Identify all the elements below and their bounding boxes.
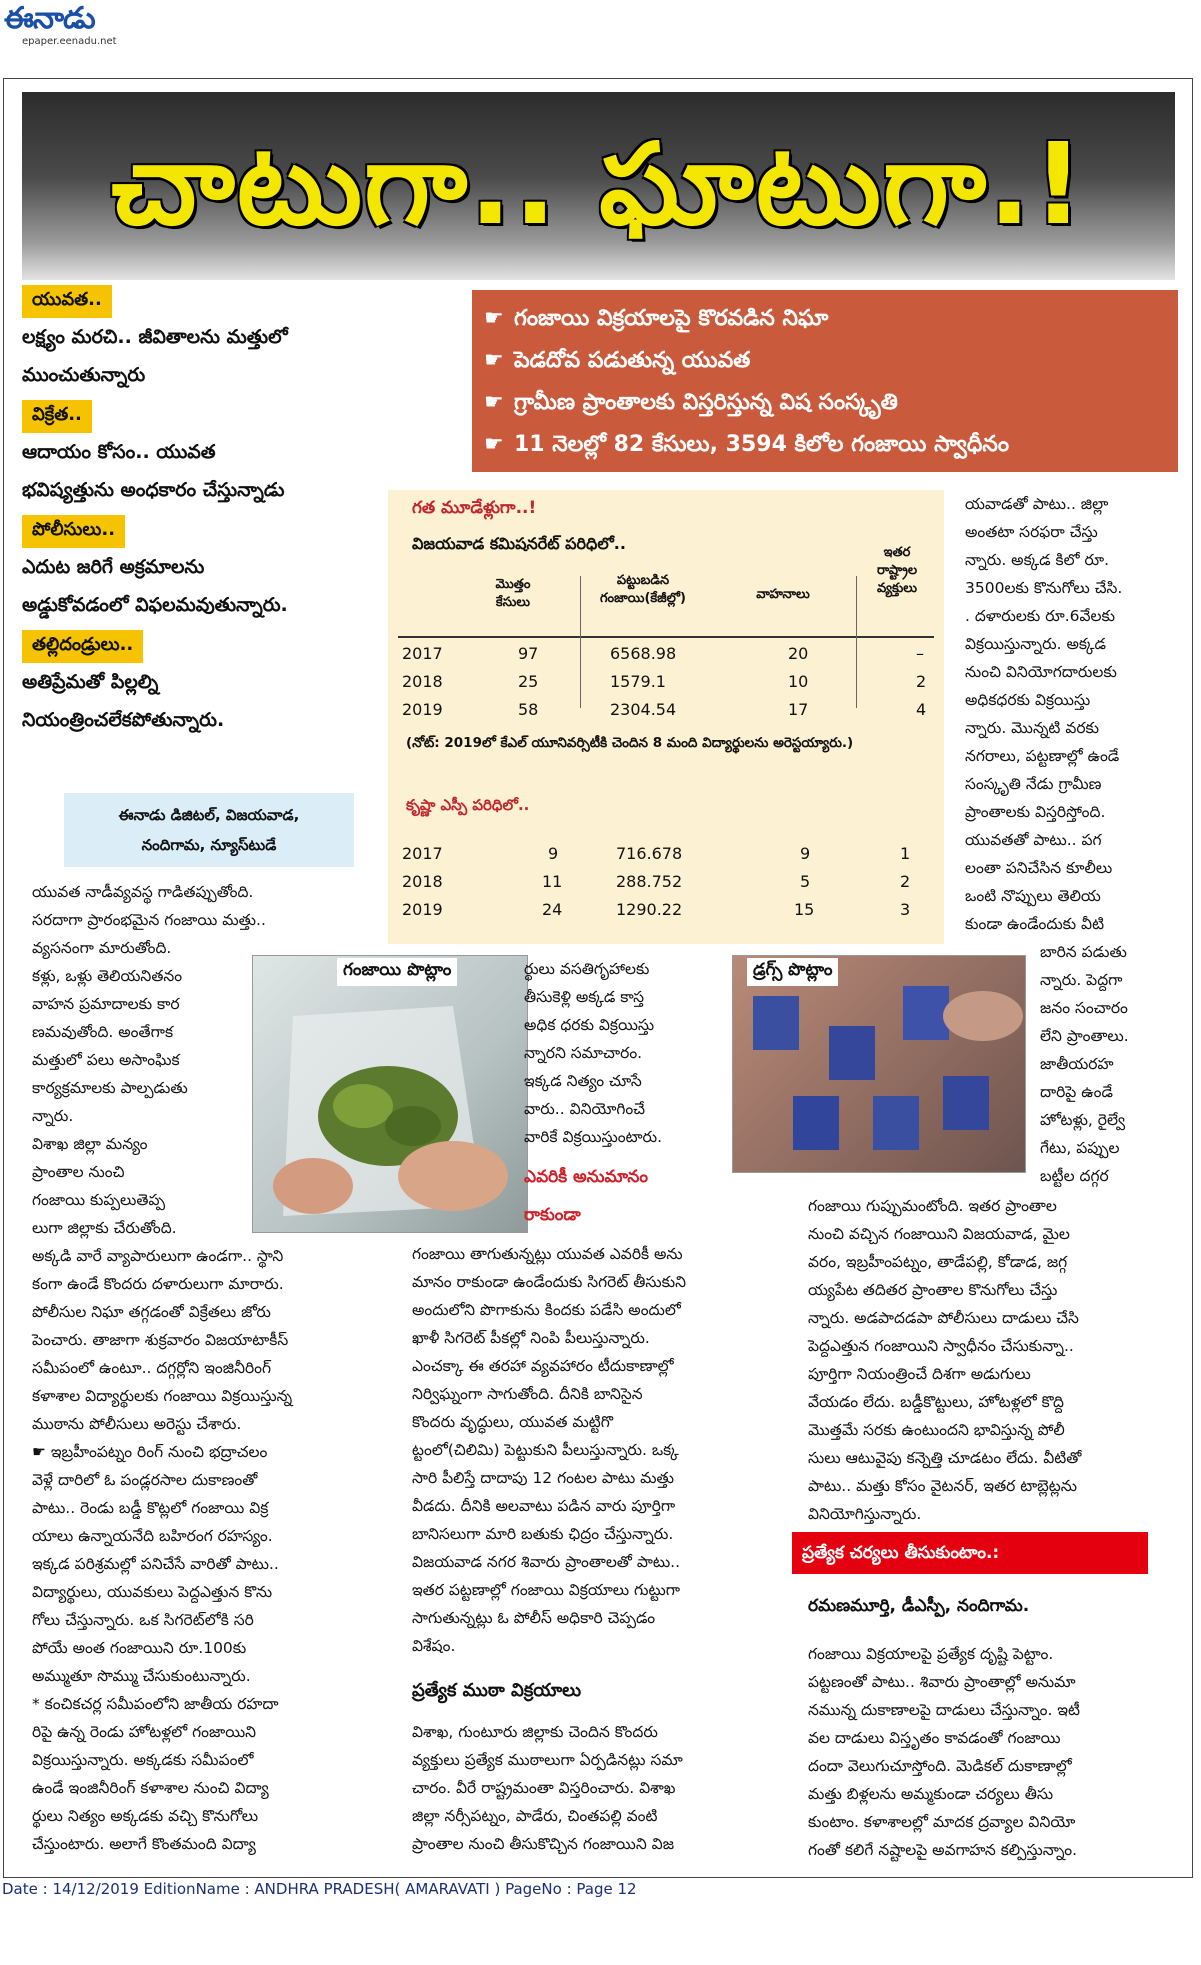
text-line: గంజాయి విక్రయాలపై ప్రత్యేక దృష్టి పెట్టాం. <box>808 1645 1054 1663</box>
text-line: వ్యసనంగా మారుతోంది. <box>32 939 172 957</box>
byline-line: నందిగామ, న్యూస్‌టుడే <box>141 836 277 854</box>
text-line: గంజాయి తాగుతున్నట్లు యువత ఎవరికీ అను <box>412 1245 683 1263</box>
text-line: న్నారు. అడపాదడపా పోలీసులు దాడులు చేసి <box>808 1309 1079 1327</box>
text-line: . దళారులకు రూ.6వేలకు <box>965 607 1115 625</box>
table-subtitle: విజయవాడ కమిషనరేట్ పరిధిలో.. <box>412 534 626 553</box>
highlight-item: ☛ 11 నెలల్లో 82 కేసులు, 3594 కిలోల గంజాయి స్వాధీనం <box>484 424 1166 466</box>
text-line: వల దాడులు విస్తృతం కావడంతో గంజాయి <box>808 1729 1061 1747</box>
eenadu-logo[interactable] <box>4 2 134 48</box>
col-header-seized: పట్టుబడిన గంజాయి(కేజీల్లో) <box>599 573 687 606</box>
table-title: గత మూడేళ్లుగా..! <box>412 498 537 518</box>
text-line: యవాడతో పాటు.. జిల్లా <box>965 495 1109 513</box>
text-line: వాహన ప్రమాదాలకు కార <box>32 995 180 1013</box>
text-line: ప్రాంతాలకు విస్తరిస్తోంది. <box>965 803 1106 821</box>
text-line: లంతా పనిచేసిన కూలీలు <box>965 859 1113 877</box>
text-line: ఎంచక్కా ఈ తరహా వ్యవహారం టీదుకాణాల్లో <box>412 1357 674 1375</box>
header-rule <box>398 636 934 638</box>
pointing-hand-icon: ☛ <box>484 348 504 373</box>
text-line: యాలు ఉన్నాయనేది బహిరంగ రహస్యం. <box>32 1527 273 1545</box>
text-line: నమున్న దుకాణాలపై దాడులు చేస్తున్నాం. ఇటీ <box>808 1701 1080 1719</box>
section-text: ఎదుట జరిగే అక్రమాలను అడ్డుకోవడంలో విఫలమవుతున్నారు. <box>22 556 288 616</box>
text-line: గోలు చేస్తున్నారు. ఒక సిగరెట్‌లోకి సరి <box>32 1611 254 1629</box>
text-line: లేని ప్రాంతాలు. <box>1040 1027 1129 1045</box>
text-line: గంతో కలిగే నష్టాలపై అవగాహన కల్పిస్తున్నాం. <box>808 1841 1078 1859</box>
section-parents <box>22 630 367 739</box>
text-line: జాతీయరహ <box>1040 1055 1114 1073</box>
text-line: న్నారని సమాచారం. <box>524 1044 643 1062</box>
text-line: సాగుతున్నట్లు ఓ పోలీస్ అధికారి చెప్పడం <box>412 1609 656 1627</box>
text-line: విద్యార్థులు, యువకులు పెద్దఎత్తున కొను <box>32 1583 273 1601</box>
text-line: విశాఖ జిల్లా మన్యం <box>32 1135 148 1153</box>
text-line: యువత నాడీవ్యవస్థ గాడితప్పుతోంది. <box>32 883 254 901</box>
text-line: ముఠాను పోలీసులు అరెస్టు చేశారు. <box>32 1415 242 1433</box>
text-line: ఇక్కడ పరిశ్రమల్లో పనిచేసే వారితో పాటు.. <box>32 1555 279 1573</box>
text-line: వరం, ఇబ్రహీంపట్నం, తాడేపల్లి, కోడాడ, జగ్గ <box>808 1253 1068 1271</box>
article-column-1 <box>32 878 380 1858</box>
text-line: నుంచి వచ్చిన గంజాయిని విజయవాడ, మైల <box>808 1225 1070 1243</box>
section-text: అతిప్రేమతో పిల్లల్ని నియంత్రించలేకపోతున్నారు. <box>22 671 225 731</box>
text-line: గంజాయి గుప్పుమంటోంది. ఇతర ప్రాంతాల <box>808 1197 1057 1215</box>
pointing-hand-icon: ☛ <box>484 432 504 457</box>
pointing-hand-icon: ☛ <box>484 390 504 415</box>
text-line: కంగా ఉండే కొందరు దళారులుగా మారారు. <box>32 1275 284 1293</box>
text-line: కార్యక్రమాలకు పాల్పడుతు <box>32 1079 188 1097</box>
text-line: వేయడం లేదు. బడ్డీకొట్టులు, హోటళ్లలో కొద్ది <box>808 1393 1064 1411</box>
text-line: పాటు.. రెండు బడ్డీ కొట్లలో గంజాయి విక్ర <box>32 1499 269 1517</box>
text-line: విక్రయిస్తున్నారు. అక్కడకు సమీపంలో <box>32 1751 254 1769</box>
text-line: గేటు, పప్పుల <box>1040 1139 1120 1157</box>
text-line: పెద్దఎత్తున గంజాయిని స్వాధీనం చేసుకున్నా.. <box>808 1337 1074 1355</box>
text-line: ఒంటి నొప్పులు తెలియ <box>965 887 1101 905</box>
text-line: న్నారు. అక్కడ కిలో రూ. <box>965 551 1110 569</box>
section-youth <box>22 285 367 394</box>
text-line: విజయవాడ నగర శివారు ప్రాంతాలతో పాటు.. <box>412 1553 681 1571</box>
text-line: మానం రాకుండా ఉండేందుకు సిగరెట్ తీసుకుని <box>412 1273 686 1291</box>
dsp-name: రమణమూర్తి, డీఎస్పీ, నందిగామ. <box>808 1596 1030 1616</box>
col-header-cases: మొత్తం కేసులు <box>495 577 531 610</box>
text-line: అంతటా సరఫరా చేస్తు <box>965 523 1098 541</box>
table-subtitle-krishna: కృష్ణా ఎస్పీ పరిధిలో.. <box>406 796 530 814</box>
text-line: విశేషం. <box>412 1637 456 1655</box>
text-line: కుంటాం. కళాశాలల్లో మాదక ద్రవ్యాల వినియో <box>808 1813 1076 1831</box>
highlight-item: ☛ గ్రామీణ ప్రాంతాలకు విస్తరిస్తున్న విష సంస్కృతి <box>484 382 1166 424</box>
subheading: రాకుండా <box>524 1205 581 1225</box>
section-text: లక్ష్యం మరచి.. జీవితాలను మత్తులో ముంచుతున్నారు <box>22 326 288 386</box>
text-line: విశాఖ, గుంటూరు జిల్లాకు చెందిన కొందరు <box>412 1723 658 1741</box>
col-header-other-states: ఇతర రాష్ట్రాల వ్యక్తులు <box>876 545 918 596</box>
section-label: తల్లిదండ్రులు.. <box>22 630 143 663</box>
text-line: * కంచికచర్ల సమీపంలోని జాతీయ రహదా <box>32 1695 279 1713</box>
dsp-quote-heading: ప్రత్యేక చర్యలు తీసుకుంటాం.: <box>792 1532 1148 1574</box>
logo-url: epaper.eenadu.net <box>22 36 117 47</box>
text-line: య్యపేట తదితర ప్రాంతాల కొనుగోలు చేస్తు <box>808 1281 1058 1299</box>
byline-box <box>64 793 354 867</box>
article-column-2-top <box>524 955 724 1233</box>
text-line: నిర్విఘ్నంగా సాగుతోంది. దీనికి బానిసైన <box>412 1385 643 1403</box>
text-line: అధికధరకు విక్రయిస్తు <box>965 691 1091 709</box>
text-line: ర్థులు వసతిగృహాలకు <box>524 960 650 978</box>
text-line: మొత్తమే సరకు ఉంటుందని భావిస్తున్న పోలీ <box>808 1421 1065 1439</box>
text-line: వారికే విక్రయిస్తుంటారు. <box>524 1128 663 1146</box>
text-line: వారు.. వినియోగించే <box>524 1100 646 1118</box>
text-line: అమ్ముతూ సొమ్ము చేసుకుంటున్నారు. <box>32 1667 251 1685</box>
text-line: పూర్తిగా నియంత్రించే దిశగా అడుగులు <box>808 1365 1031 1383</box>
article-column-3 <box>808 1192 1180 1528</box>
text-line: హోటళ్లు, రైల్వే <box>1040 1111 1126 1129</box>
article-column-2 <box>412 1240 772 1858</box>
text-line: ణమవుతోంది. అంతేగాక <box>32 1023 174 1041</box>
text-line: సారి పీలిస్తే దాదాపు 12 గంటల పాటు మత్తు <box>412 1469 674 1487</box>
text-line: బట్టీల దగ్గర <box>1040 1167 1109 1185</box>
col-header-vehicles: వాహనాలు <box>756 587 810 602</box>
left-sections <box>22 285 367 739</box>
text-line: ☛ ఇబ్రహీంపట్నం రింగ్ నుంచి భద్రాచలం <box>32 1443 268 1461</box>
section-seller <box>22 400 367 509</box>
subheading: ప్రత్యేక ముఠా విక్రయాలు <box>412 1680 582 1701</box>
text-line: పోలీసుల నిఘా తగ్గడంతో విక్రేతలు జోరు <box>32 1303 271 1321</box>
pointing-hand-icon: ☛ <box>484 306 504 331</box>
text-line: విక్రయిస్తున్నారు. అక్కడ <box>965 635 1106 653</box>
text-line: పోయే అంత గంజాయిని రూ.100కు <box>32 1639 247 1657</box>
text-line: ఖాళీ సిగరెట్ పీకల్లో నింపి పీలుస్తున్నారు. <box>412 1329 650 1347</box>
text-line: ట్టంలో(చిలిమి) పెట్టుకుని పీలుస్తున్నారు. ఒక్క <box>412 1441 679 1459</box>
text-line: తీసుకెళ్లి అక్కడ కాస్త <box>524 988 645 1006</box>
section-label: పోలీసులు.. <box>22 515 125 548</box>
text-line: నుంచి వినియోగదారులకు <box>965 663 1117 681</box>
text-line: ప్రాంతాల నుంచి తీసుకొచ్చిన గంజాయిని విజ <box>412 1835 675 1853</box>
section-police <box>22 515 367 624</box>
text-line: లుగా జిల్లాకు చేరుతోంది. <box>32 1219 177 1237</box>
text-line: మత్తు బిళ్లలను అమ్మకుండా చర్యలు తీసు <box>808 1785 1054 1803</box>
text-line: న్నారు. పెద్దగా <box>1040 971 1123 989</box>
highlight-item: ☛ గంజాయి విక్రయాలపై కొరవడిన నిఘా <box>484 298 1166 340</box>
section-text: ఆదాయం కోసం.. యువత భవిష్యత్తును అంధకారం చేస్తున్నాడు <box>22 441 285 501</box>
text-line: ప్రాంతాల నుంచి <box>32 1163 125 1181</box>
highlight-item: ☛ పెడదోవ పడుతున్న యువత <box>484 340 1166 382</box>
text-line: బానిసలుగా మారి బతుకు ఛిద్రం చేస్తున్నారు. <box>412 1525 674 1543</box>
text-line: ఉండే ఇంజినీరింగ్ కళాశాల నుంచి విద్యా <box>32 1779 269 1797</box>
text-line: పెంచారు. తాజాగా శుక్రవారం విజయాటాకీస్ <box>32 1331 289 1349</box>
section-label: విక్రేత.. <box>22 400 92 433</box>
text-line: బారిన పడుతు <box>1040 943 1127 961</box>
text-line: సరదాగా ప్రారంభమైన గంజాయి మత్తు.. <box>32 911 266 929</box>
logo-mark: ఈనాడు <box>4 1 95 36</box>
text-line: పట్టణంతో పాటు.. శివారు ప్రాంతాల్లో అనుమా <box>808 1673 1076 1691</box>
text-line: 3500లకు కొనుగోలు చేసి. <box>965 579 1123 597</box>
text-line: న్నారు. <box>32 1107 74 1125</box>
text-line: సులు ఆటువైపు కన్నెత్తి చూడటం లేదు. వీటితో <box>808 1449 1082 1467</box>
text-line: దారిపై ఉండే <box>1040 1083 1113 1101</box>
text-line: కుండా ఉండేందుకు వీటి <box>965 915 1105 933</box>
edition-footer: Date : 14/12/2019 EditionName : ANDHRA PRADESH( AMARAVATI ) PageNo : Page 12 <box>2 1880 637 1898</box>
text-line: సంస్కృతి నేడు గ్రామీణ <box>965 775 1102 793</box>
text-line: వ్యక్తులు ప్రత్యేక ముఠాలుగా ఏర్పడినట్లు సమా <box>412 1751 683 1769</box>
text-line: అక్కడి వారే వ్యాపారులుగా ఉండగా.. స్థాని <box>32 1247 284 1265</box>
text-line: చేస్తుంటారు. అలాగే కొంతమంది విద్యా <box>32 1835 256 1853</box>
text-line: జనం సంచారం <box>1040 999 1128 1017</box>
text-line: వినియోగిస్తున్నారు. <box>808 1505 922 1523</box>
stats-table: గత మూడేళ్లుగా..! విజయవాడ కమిషనరేట్ పరిధిలో.. మొత్తం కేసులు పట్టుబడిన గంజాయి(కేజీల్లో) వాహనాలు ఇతర రాష్ట్రాల వ్యక్తులు 2017 97 6568.98 20 – 2018 25 1579.1 10 2 2019 58 2304.54 17 4 (నోట్: 2019లో కేఎల్ యూనివర్సిటీకి చెందిన 8 మంది విద్యార్థులను అరెస్టయ్యారు.) కృష్ణా ఎస్పీ పరిధిలో.. 2017 9 716.678 9 1 2018 11 288.752 5 2 2019 24 1290.22 15 3 <box>388 490 944 944</box>
text-line: రిపై ఉన్న రెండు హోటళ్లలో గంజాయిని <box>32 1723 257 1741</box>
subheading: ఎవరికీ అనుమానం <box>524 1167 648 1187</box>
text-line: వెళ్లే దారిలో ఓ పండ్లరసాల దుకాణంతో <box>32 1471 258 1489</box>
text-line: యువతతో పాటు.. పగ <box>965 831 1102 849</box>
text-line: మత్తులో పలు అసాంఘిక <box>32 1051 180 1069</box>
article-column-3-top <box>965 490 1175 1190</box>
text-line: గంజాయి కుప్పలుతెప్ప <box>32 1191 166 1209</box>
byline-line: ఈనాడు డిజిటల్, విజయవాడ, <box>118 806 300 824</box>
text-line: న్నారు. మొన్నటి వరకు <box>965 719 1099 737</box>
text-line: జిల్లా నర్సీపట్నం, పాడేరు, చింతపల్లి వంటి <box>412 1807 658 1825</box>
text-line: కళాశాల విద్యార్థులకు గంజాయి విక్రయిస్తున్న <box>32 1387 293 1405</box>
highlights-box <box>472 290 1178 472</box>
section-label: యువత.. <box>22 285 112 318</box>
text-line: వీడదు. దీనికి అలవాటు పడిన వారు పూర్తిగా <box>412 1497 676 1515</box>
col-rule <box>580 576 581 708</box>
text-line: ర్థులు నిత్యం అక్కడకు వచ్చి కొనుగోలు <box>32 1807 259 1825</box>
text-line: కళ్లు, ఒళ్లు తెలియనితనం <box>32 967 183 985</box>
text-line: చారం. వీరే రాష్ట్రమంతా విస్తరించారు. విశాఖ <box>412 1779 676 1797</box>
text-line: నగరాలు, పట్టణాల్లో ఉండే <box>965 747 1120 765</box>
table-note: (నోట్: 2019లో కేఎల్ యూనివర్సిటీకి చెందిన 8 మంది విద్యార్థులను అరెస్టయ్యారు.) <box>406 735 854 751</box>
photo-caption: డ్రగ్స్ పొట్లాం <box>747 958 838 986</box>
dsp-quote <box>808 1640 1180 1864</box>
text-line: ఇక్కడ నిత్యం చూసే <box>524 1072 642 1090</box>
text-line: సమీపంలో ఉంటూ.. దగ్గర్లోని ఇంజినీరింగ్ <box>32 1359 272 1377</box>
text-line: పాటు.. మత్తు కోసం వైటనర్, ఇతర టాబ్లెట్లను <box>808 1477 1078 1495</box>
text-line: కొందరు వృద్ధులు, యువత మట్టిగొ <box>412 1413 614 1431</box>
photo-caption: గంజాయి పొట్లాం <box>337 958 457 986</box>
col-rule <box>856 576 857 708</box>
text-line: అందులోని పొగాకును కిందకు పడేసి అందులో <box>412 1301 681 1319</box>
text-line: ఇతర పట్టణాల్లో గంజాయి విక్రయాలు గుట్టుగా <box>412 1581 681 1599</box>
text-line: అధిక ధరకు విక్రయిస్తు <box>524 1016 655 1034</box>
headline: చాటుగా.. ఘాటుగా.! <box>111 120 1086 250</box>
text-line: దందా వెలుగుచూస్తోంది. మెడికల్ దుకాణాల్లో <box>808 1757 1072 1775</box>
